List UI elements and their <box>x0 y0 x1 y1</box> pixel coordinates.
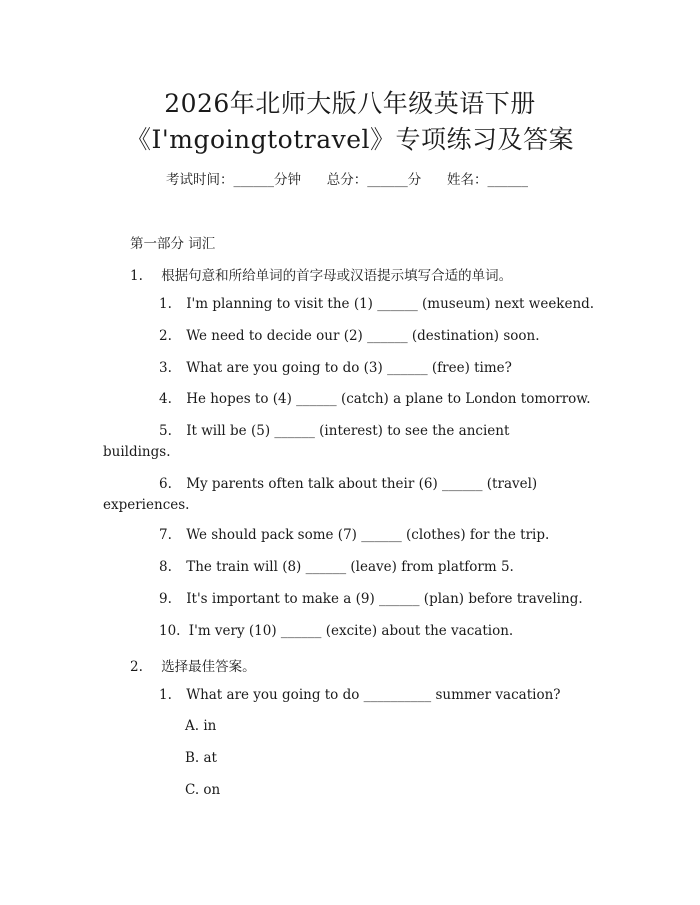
item-number: 6. <box>159 476 172 492</box>
item-text: What are you going to do __________ summer vacation? <box>186 687 561 703</box>
question-number: 1. <box>130 268 143 284</box>
list-item <box>159 687 561 703</box>
item-text: I'm very (10) ______ (excite) about the vacation. <box>188 623 514 639</box>
item-number: 1. <box>159 296 172 312</box>
question-2 <box>130 655 256 675</box>
item-number: 4. <box>159 391 172 407</box>
item-text: We should pack some (7) ______ (clothes) for the trip. <box>186 527 550 543</box>
list-item <box>103 474 573 516</box>
item-text: It's important to make a (9) ______ (plan) before traveling. <box>186 591 583 607</box>
list-item <box>159 391 591 407</box>
item-number: 1. <box>159 687 172 703</box>
item-text: My parents often talk about their (6) ______ (travel) experiences. <box>103 476 538 513</box>
list-item <box>159 623 513 639</box>
item-number: 9. <box>159 591 172 607</box>
question-instruction: 根据句意和所给单词的首字母或汉语提示填写合适的单词。 <box>161 268 513 284</box>
item-number: 5. <box>159 423 172 439</box>
exam-info: 考试时间：______分钟 总分：______分 姓名：______ <box>166 172 528 188</box>
question-instruction: 选择最佳答案。 <box>161 659 256 675</box>
item-text: It will be (5) ______ (interest) to see the ancient buildings. <box>103 423 510 460</box>
option-c: C. on <box>185 782 221 798</box>
document-title-line1: 2026年北师大版八年级英语下册 <box>164 89 536 118</box>
list-item <box>103 421 573 463</box>
item-text: What are you going to do (3) ______ (free) time? <box>186 360 512 376</box>
section-heading: 第一部分 词汇 <box>130 236 216 252</box>
item-number: 7. <box>159 527 172 543</box>
item-text: He hopes to (4) ______ (catch) a plane to London tomorrow. <box>186 391 591 407</box>
item-text: I'm planning to visit the (1) ______ (museum) next weekend. <box>186 296 595 312</box>
question-number: 2. <box>130 659 143 675</box>
list-item <box>159 559 514 575</box>
item-number: 10. <box>159 623 181 639</box>
list-item <box>159 328 540 344</box>
item-text: We need to decide our (2) ______ (destination) soon. <box>186 328 540 344</box>
item-number: 3. <box>159 360 172 376</box>
list-item <box>159 591 583 607</box>
list-item <box>159 296 594 312</box>
option-a: A. in <box>185 718 217 734</box>
item-text: The train will (8) ______ (leave) from platform 5. <box>186 559 514 575</box>
document-title-line2: 《I'mgoingtotravel》专项练习及答案 <box>125 125 575 154</box>
option-b: B. at <box>185 750 217 766</box>
question-1 <box>130 264 512 284</box>
list-item <box>159 360 512 376</box>
item-number: 2. <box>159 328 172 344</box>
item-number: 8. <box>159 559 172 575</box>
list-item <box>159 527 549 543</box>
